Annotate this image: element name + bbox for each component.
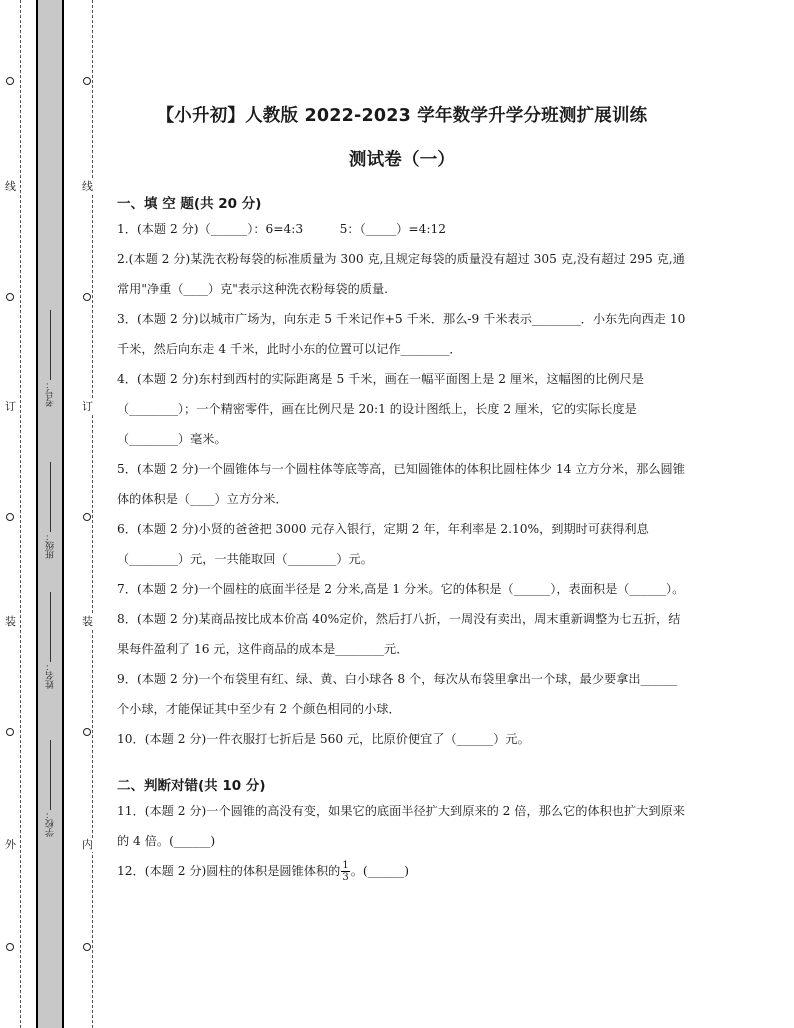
question-7: 7．(本题 2 分)一个圆柱的底面半径是 2 分米,高是 1 分米。它的体积是（______），表面积是（______）。 [117, 582, 685, 596]
question-11: 11．(本题 2 分)一个圆锥的高没有变，如果它的底面半径扩大到原来的 2 倍，那么它的体积也扩大到原来的 4 倍。(______) [117, 804, 685, 848]
exam-content [117, 96, 687, 886]
field-label: 班级： [45, 532, 56, 559]
hole-marker [83, 943, 91, 951]
field-label: 考号： [45, 380, 56, 407]
question-12-answer: 。(______) [350, 864, 409, 878]
question-2: 2.(本题 2 分)某洗衣粉每袋的标准质量为 300 克,且规定每袋的质量没有超过 305 克,没有超过 295 克,通常用"净重（____）克"表示这种洗衣粉每袋的质量. [117, 252, 685, 296]
question-9: 9．(本题 2 分)一个布袋里有红、绿、黄、白小球各 8 个，每次从布袋里拿出一个球，最少要拿出______个小球，才能保证其中至少有 2 个颜色相同的小球． [117, 672, 678, 716]
question-6: 6．(本题 2 分)小贤的爸爸把 3000 元存入银行，定期 2 年，年利率是 2.10%，到期时可获得利息（________）元，一共能取回（________）元。 [117, 522, 649, 566]
hole-marker [83, 728, 91, 736]
fraction-one-third [341, 860, 349, 883]
hole-marker [6, 293, 14, 301]
cut-mark-wai: 外 [5, 838, 16, 851]
cut-mark-xian: 线 [82, 180, 93, 193]
question-1: 1．(本题 2 分)（______）：6=4:3 5：（_____）=4:12 [117, 222, 446, 236]
field-label: 姓名： [45, 662, 56, 689]
name-field[interactable] [38, 590, 62, 689]
class-field[interactable] [38, 460, 62, 559]
cut-mark-xian: 线 [5, 180, 16, 193]
hole-marker [6, 513, 14, 521]
cut-mark-ding: 订 [82, 400, 93, 413]
section-heading-fill-blank: 一、填 空 题(共 20 分) [117, 196, 262, 212]
page-subtitle: 测试卷（一） [348, 150, 456, 170]
hole-marker [83, 77, 91, 85]
outer-cut-line [20, 0, 21, 1028]
hole-marker [6, 943, 14, 951]
fraction-numerator: 1 [342, 860, 349, 871]
section-heading-true-false: 二、判断对错(共 10 分) [117, 778, 266, 794]
hole-marker [83, 513, 91, 521]
cut-mark-nei: 内 [82, 838, 93, 851]
field-writing-line [50, 310, 51, 380]
field-writing-line [50, 462, 51, 532]
exam-number-field[interactable] [38, 308, 62, 407]
inner-cut-line [92, 0, 93, 1028]
field-label: 学校： [45, 810, 56, 837]
question-12-text: 12．(本题 2 分)圆柱的体积是圆锥体积的 [117, 864, 341, 878]
cut-mark-ding: 订 [5, 400, 16, 413]
cut-mark-zhuang: 装 [82, 615, 93, 628]
school-field[interactable] [38, 738, 62, 837]
question-5: 5．(本题 2 分)一个圆锥体与一个圆柱体等底等高，已知圆锥体的体积比圆柱体少 14 立方分米，那么圆锥体的体积是（____）立方分米． [117, 462, 685, 506]
question-4: 4．(本题 2 分)东村到西村的实际距离是 5 千米，画在一幅平面图上是 2 厘米，这幅图的比例尺是（________）；一个精密零件，画在比例尺是 20:1 的设计图纸上，长度 2 厘米，它的实际长度是（________）毫米。 [117, 372, 644, 446]
binding-margin [0, 0, 100, 1028]
question-8: 8．(本题 2 分)某商品按比成本价高 40%定价，然后打八折，一周没有卖出，周末重新调整为七五折，结果每件盈利了 16 元，这件商品的成本是________元． [117, 612, 681, 656]
field-writing-line [50, 740, 51, 810]
page-title: 【小升初】人教版 2022-2023 学年数学升学分班测扩展训练 [156, 106, 648, 126]
question-10: 10．(本题 2 分)一件衣服打七折后是 560 元，比原价便宜了（______）元。 [117, 732, 530, 746]
hole-marker [83, 293, 91, 301]
hole-marker [6, 77, 14, 85]
hole-marker [6, 728, 14, 736]
question-3: 3．(本题 2 分)以城市广场为，向东走 5 千米记作+5 千米．那么-9 千米表示________．小东先向西走 10 千米，然后向东走 4 千米，此时小东的位置可以记作________． [117, 312, 686, 356]
fraction-denominator: 3 [342, 872, 349, 883]
question-12 [117, 856, 687, 886]
field-writing-line [50, 592, 51, 662]
cut-mark-zhuang: 装 [5, 615, 16, 628]
